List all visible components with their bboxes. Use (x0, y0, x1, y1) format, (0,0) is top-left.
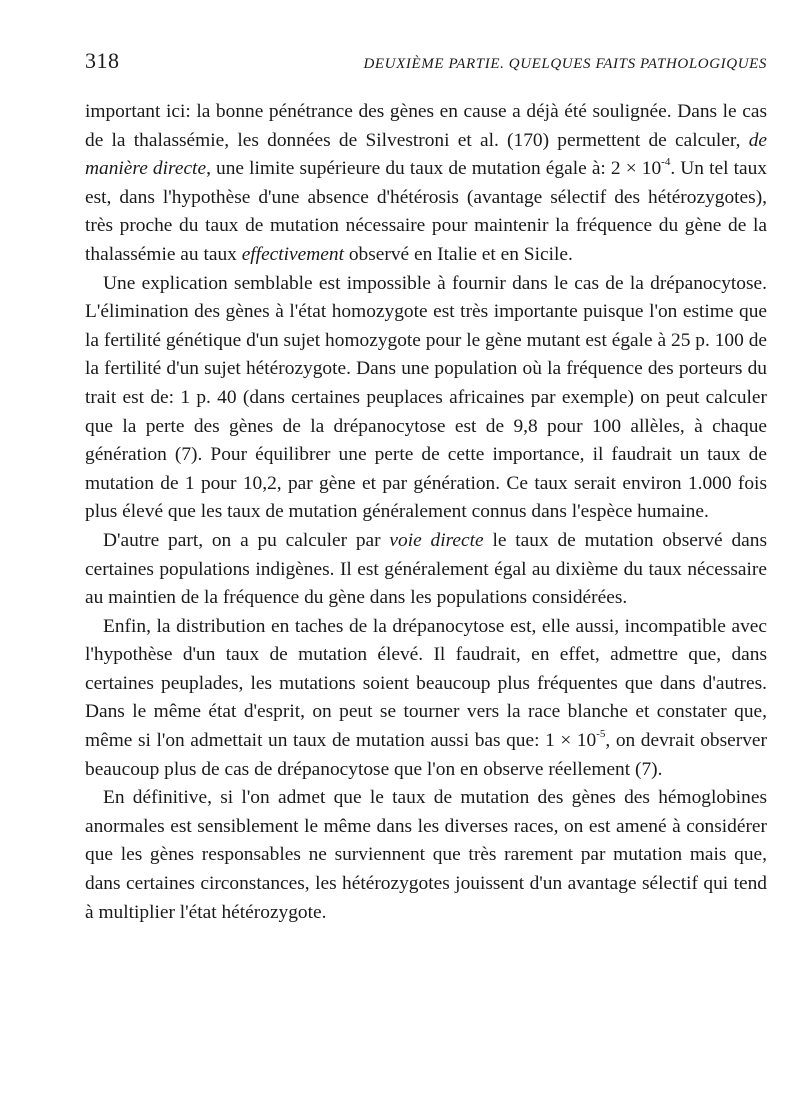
paragraph-5: En définitive, si l'on admet que le taux de mutation des gènes des hémoglobines anormales est sensiblement le même dans les diverses races, on est amené à considérer que les gènes responsables ne surviennent que très rarement par mutation mais que, dans certaines circonstances, les hétérozygotes jouissent d'un avantage sélectif qui tend à multiplier l'état hétérozygote. (85, 787, 767, 923)
page-number: 318 (85, 48, 120, 73)
body-text (85, 98, 767, 927)
paragraph-4: Enfin, la distribution en taches de la drépanocytose est, elle aussi, incompatible avec l'hypothèse d'un taux de mutation élevé. Il faudrait, en effet, admettre que, dans certaines peuplades, les mutations soient beaucoup plus fréquentes que dans d'autres. Dans le même état d'esprit, on peut se tourner vers la race blanche et constater que, même si l'on admettait un taux de mutation aussi bas que: $1 \times 10^{-5}$, on devrait observer beaucoup plus de cas de drépanocytose que l'on en observe réellement (7). (85, 615, 767, 780)
paragraph-2: Une explication semblable est impossible à fournir dans le cas de la drépanocytose. L'élimination des gènes à l'état homozygote est très importante puisque l'on estime que la fertilité génétique d'un sujet homozygote pour le gène mutant est égale à 25 p. 100 de la fertilité d'un sujet hétérozygote. Dans une population où la fréquence des porteurs du trait est de: 1 p. 40 (dans certaines peuplaces africaines par exemple) on peut calculer que la perte des gènes de la drépanocytose est de 9,8 pour 100 allèles, à chaque génération (7). Pour équilibrer une perte de cette importance, il faudrait un taux de mutation de 1 pour 10,2, par gène et par génération. Ce taux serait environ 1.000 fois plus élevé que les taux de mutation généralement connus dans l'espèce humaine. (85, 272, 767, 523)
running-head: DEUXIÈME PARTIE. QUELQUES FAITS PATHOLOGIQUES (363, 56, 767, 72)
book-page (85, 48, 767, 927)
paragraph-3: D'autre part, on a pu calculer par voie directe le taux de mutation observé dans certaines populations indigènes. Il est généralement égal au dixième du taux nécessaire au maintien de la fréquence du gène dans les populations considérées. (85, 529, 767, 609)
paragraph-1: important ici: la bonne pénétrance des gènes en cause a déjà été soulignée. Dans le cas de la thalassémie, les données de Silvestroni et al. (170) permettent de calculer, de manière directe, une limite supérieure du taux de mutation égale à: $2 \times 10^{-4}$. Un tel taux est, dans l'hypothèse d'une absence d'hétérosis (avantage sélectif des hétérozygotes), très proche du taux de mutation nécessaire pour maintenir la fréquence du gène de la thalassémie au taux effectivement observé en Italie et en Sicile. (85, 101, 767, 265)
page-header (85, 48, 767, 88)
